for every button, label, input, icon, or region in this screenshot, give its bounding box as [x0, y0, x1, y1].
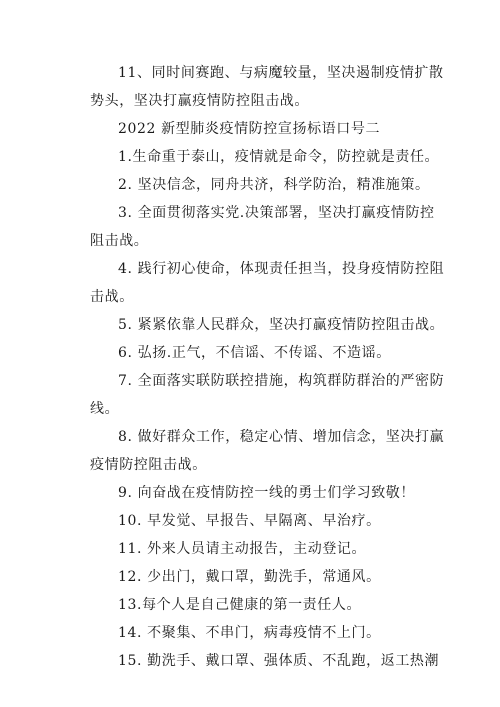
text-line: 9. 向奋战在疫情防控一线的勇士们学习致敬！ — [118, 485, 416, 501]
text-line: 4. 践行初心使命，体现责任担当，投身疫情防控阻 — [118, 261, 445, 277]
text-line: 11. 外来人员请主动报告，主动登记。 — [118, 541, 367, 557]
text-line: 7. 全面落实联防联控措施，构筑群防群治的严密防 — [118, 373, 445, 389]
text-line: 15. 勤洗手、戴口罩、强体质、不乱跑，返工热潮 — [118, 653, 440, 669]
text-line: 3. 全面贯彻落实党.决策部署，坚决打赢疫情防控 — [118, 205, 435, 221]
text-line: 5. 紧紧依靠人民群众，坚决打赢疫情防控阻击战。 — [118, 317, 445, 333]
text-line: 6. 弘扬.正气，不信谣、不传谣、不造谣。 — [118, 345, 391, 361]
text-line: 势头，坚决打赢疫情防控阻击战。 — [90, 93, 309, 109]
text-line: 线。 — [90, 401, 120, 417]
text-line: 击战。 — [90, 289, 134, 305]
text-line: 11、同时间赛跑、与病魔较量，坚决遏制疫情扩散 — [118, 65, 444, 81]
text-line: 14. 不聚集、不串门，病毒疫情不上门。 — [118, 625, 381, 641]
text-line: 疫情防控阻击战。 — [90, 457, 207, 473]
text-line: 阻击战。 — [90, 233, 149, 249]
text-line: 8. 做好群众工作，稳定心情、增加信念，坚决打赢 — [118, 429, 445, 445]
text-line: 13.每个人是自己健康的第一责任人。 — [118, 597, 362, 613]
text-line: 2. 坚决信念，同舟共济，科学防治，精准施策。 — [118, 177, 430, 193]
text-line: 12. 少出门，戴口罩，勤洗手，常通风。 — [118, 569, 381, 585]
text-line: 10. 早发觉、早报告、早隔离、早治疗。 — [118, 513, 381, 529]
text-line: 1.生命重于泰山，疫情就是命令，防控就是责任。 — [118, 149, 440, 165]
section-heading: 2022 新型肺炎疫情防控宣扬标语口号二 — [118, 121, 381, 137]
